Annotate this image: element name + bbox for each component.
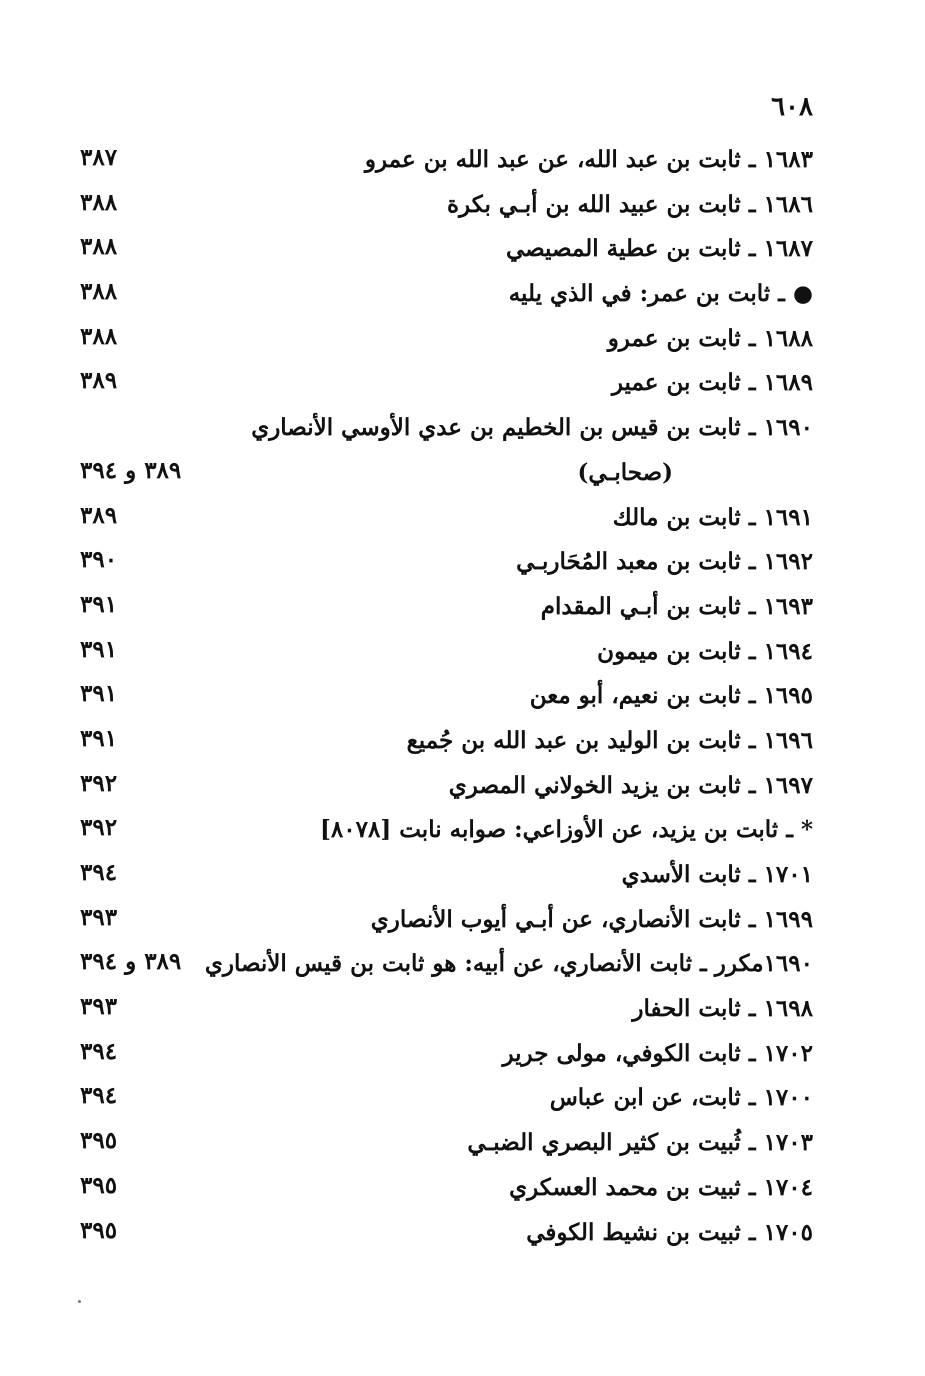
entry-page-ref: ٣٨٨ <box>80 233 118 261</box>
entry-title: ١٦٩٢ ـ ثابت بن معبد المُحَاربـي <box>516 548 813 576</box>
index-entry <box>0 634 925 679</box>
entry-page-ref: ٣٩٥ <box>80 1216 118 1244</box>
entry-page-ref: ٣٨٩ و ٣٩٤ <box>80 456 182 484</box>
index-entry <box>0 500 925 545</box>
index-entry <box>0 187 925 232</box>
index-entry <box>0 812 925 857</box>
entry-page-ref: ٣٩٠ <box>80 546 118 574</box>
index-entry <box>0 1170 925 1215</box>
entry-page-ref: ٣٩٣ <box>80 903 118 931</box>
entry-title: ١٧٠٥ ـ ثبيت بن نشيط الكوفي <box>526 1218 813 1246</box>
entry-page-ref: ٣٩١ <box>80 590 118 618</box>
entry-title: ١٦٩٠مكرر ـ ثابت الأنصاري، عن أبيه: هو ثابت بن قيس الأنصاري <box>204 950 813 978</box>
entry-page-ref: ٣٨٩ <box>80 367 118 395</box>
index-entry <box>0 902 925 947</box>
entry-page-ref: ٣٨٨ <box>80 322 118 350</box>
index-entry <box>0 142 925 187</box>
entry-page-ref: ٣٨٨ <box>80 278 118 306</box>
entry-page-ref: ٣٩٥ <box>80 1171 118 1199</box>
index-entry <box>0 321 925 366</box>
entry-title: ١٧٠٢ ـ ثابت الكوفي، مولى جرير <box>502 1039 813 1067</box>
index-entry <box>0 589 925 634</box>
index-entry <box>0 1036 925 1081</box>
index-entry <box>0 857 925 902</box>
index-list <box>0 142 925 1259</box>
page-number: ٦٠٨ <box>771 92 813 122</box>
entry-page-ref: ٣٩٢ <box>80 769 118 797</box>
index-entry <box>0 768 925 813</box>
entry-title: ١٦٨٧ ـ ثابت بن عطية المصيصي <box>505 235 813 263</box>
entry-page-ref: ٣٩١ <box>80 635 118 663</box>
entry-title: ١٦٩٥ ـ ثابت بن نعيم، أبو معن <box>529 682 813 710</box>
index-entry <box>0 1215 925 1260</box>
index-entry <box>0 231 925 276</box>
index-entry <box>0 1125 925 1170</box>
entry-title: ١٦٩٣ ـ ثابت بن أبـي المقدام <box>540 592 813 620</box>
entry-page-ref: ٣٨٨ <box>80 188 118 216</box>
entry-page-ref: ٣٩٤ <box>80 1082 118 1110</box>
index-entry <box>0 410 925 455</box>
entry-title: ١٦٩١ ـ ثابت بن مالك <box>612 503 813 531</box>
index-entry <box>0 678 925 723</box>
entry-title: ١٦٨٣ ـ ثابت بن عبد الله، عن عبد الله بن عمرو <box>364 146 813 173</box>
entry-page-ref: ٣٩٤ <box>80 1037 118 1065</box>
entry-page-ref: ٣٩٤ <box>80 859 118 886</box>
entry-page-ref: ٣٩٣ <box>80 993 118 1021</box>
index-entry <box>0 1080 925 1125</box>
entry-title: ١٦٩٠ ـ ثابت بن قيس بن الخطيم بن عدي الأوسي الأنصاري <box>251 414 813 442</box>
entry-title: ١٦٨٩ ـ ثابت بن عمير <box>611 369 813 397</box>
entry-page-ref: ٣٨٩ و ٣٩٤ <box>80 948 182 976</box>
entry-title: ١٦٨٦ ـ ثابت بن عبيد الله بن أبـي بكرة <box>447 190 813 218</box>
entry-title: ١٦٩٨ ـ ثابت الحفار <box>632 995 813 1023</box>
index-entry <box>0 544 925 589</box>
entry-title: ١٦٩٤ ـ ثابت بن ميمون <box>597 637 813 665</box>
entry-page-ref: ٣٩٢ <box>80 814 118 842</box>
entry-title: ١٧٠١ ـ ثابت الأسدي <box>621 861 813 888</box>
entry-title: * ـ ثابت بن يزيد، عن الأوزاعي: صوابه نابت [٨٠٧٨] <box>320 816 813 844</box>
index-entry <box>0 455 925 500</box>
entry-page-ref: ٣٩١ <box>80 680 118 708</box>
entry-title: ١٧٠٠ ـ ثابت، عن ابن عباس <box>549 1084 813 1112</box>
entry-title: ١٦٩٧ ـ ثابت بن يزيد الخولاني المصري <box>448 771 813 799</box>
entry-title: ١٧٠٤ ـ ثبيت بن محمد العسكري <box>509 1173 813 1201</box>
index-entry <box>0 723 925 768</box>
entry-page-ref: ٣٩١ <box>80 724 118 752</box>
index-entry <box>0 365 925 410</box>
index-entry <box>0 946 925 991</box>
entry-page-ref: ٣٨٩ <box>80 501 118 529</box>
entry-title: ١٧٠٣ ـ ثُبيت بن كثير البصري الضبـي <box>467 1129 813 1157</box>
entry-page-ref: ٣٨٧ <box>80 144 118 171</box>
entry-title: ● ـ ثابت بن عمر: في الذي يليه <box>508 280 813 308</box>
entry-title: ١٦٩٦ ـ ثابت بن الوليد بن عبد الله بن جُميع <box>406 726 813 754</box>
entry-page-ref: ٣٩٥ <box>80 1127 118 1155</box>
entry-title: ١٦٨٨ ـ ثابت بن عمرو <box>607 324 813 352</box>
page-speck <box>78 1300 81 1303</box>
entry-title: (صحابـي) <box>577 458 673 486</box>
index-entry <box>0 991 925 1036</box>
entry-title: ١٦٩٩ ـ ثابت الأنصاري، عن أبـي أيوب الأنصاري <box>370 905 813 933</box>
index-entry <box>0 276 925 321</box>
